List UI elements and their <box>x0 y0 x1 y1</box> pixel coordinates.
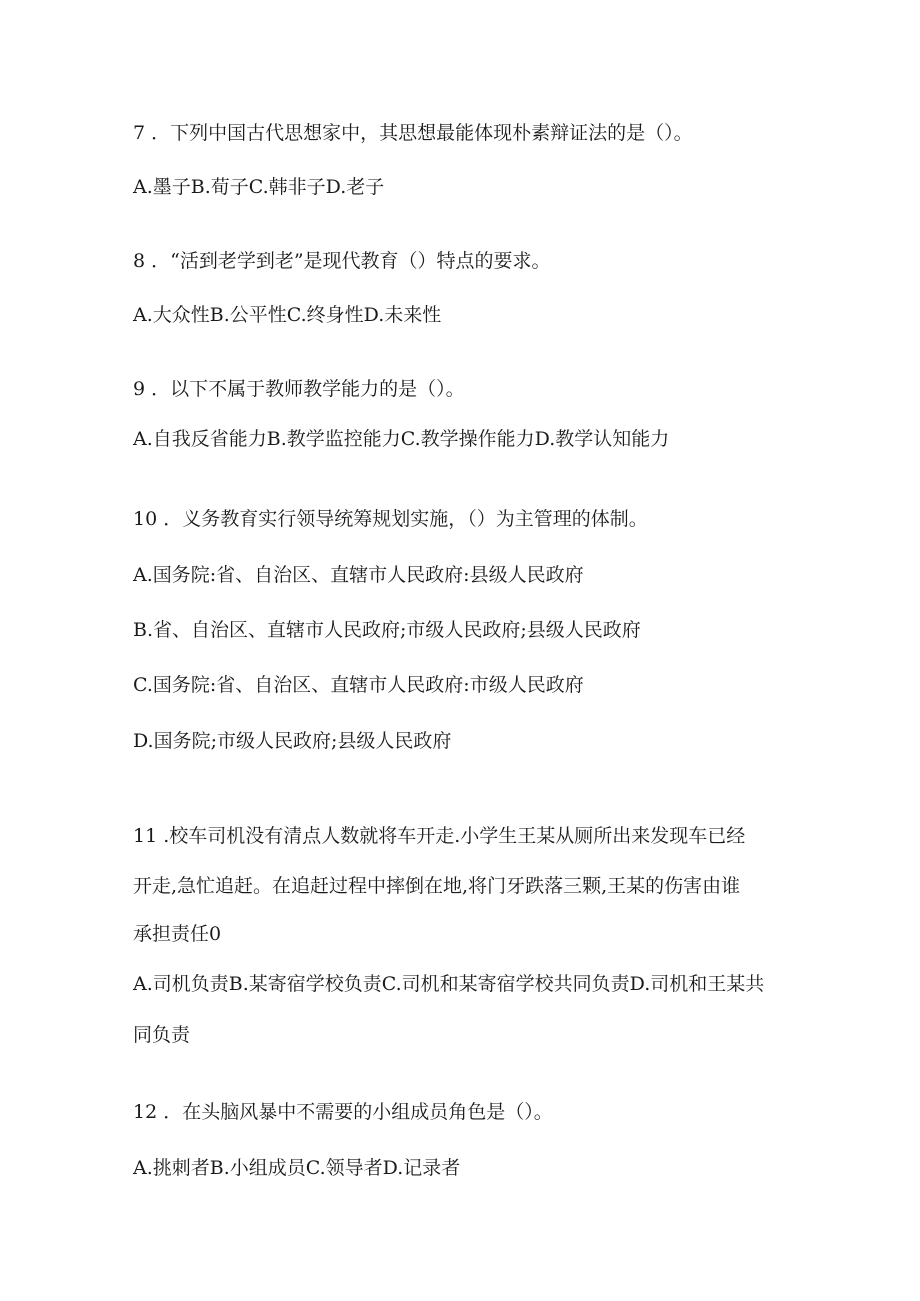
question-10-option-c: C.国务院:省、自治区、直辖市人民政府:市级人民政府 <box>133 674 584 696</box>
question-12-options: A.挑刺者B.小组成员C.领导者D.记录者 <box>133 1157 461 1179</box>
question-9-stem: 9 ．以下不属于教师教学能力的是（）。 <box>133 378 465 400</box>
question-11-options-line-2: 同负责 <box>133 1024 191 1046</box>
question-8-stem: 8 ．“活到老学到老”是现代教育（）特点的要求。 <box>133 250 551 272</box>
question-11-stem-line-2: 开走,急忙追赶。在追赶过程中摔倒在地,将门牙跌落三颗,王某的伤害由谁 <box>133 875 741 897</box>
question-10-option-a: A.国务院:省、自治区、直辖市人民政府:县级人民政府 <box>133 564 584 586</box>
question-11-stem-line-3: 承担责任0 <box>133 923 222 945</box>
question-10-option-d: D.国务院;市级人民政府;县级人民政府 <box>133 730 452 752</box>
question-7-options: A.墨子B.荀子C.韩非子D.老子 <box>133 176 385 198</box>
question-8-options: A.大众性B.公平性C.终身性D.未来性 <box>133 304 442 326</box>
question-9-options: A.自我反省能力B.教学监控能力C.教学操作能力D.教学认知能力 <box>133 428 670 450</box>
question-11-options-line-1: A.司机负责B.某寄宿学校负责C.司机和某寄宿学校共同负责D.司机和王某共 <box>133 973 765 995</box>
question-10-stem: 10 ．义务教育实行领导统筹规划实施，（）为主管理的体制。 <box>133 508 648 530</box>
question-11-stem-line-1: 11 .校车司机没有清点人数就将车开走.小学生王某从厕所出来发现车已经 <box>133 825 746 847</box>
question-12-stem: 12 ．在头脑风暴中不需要的小组成员角色是（）。 <box>133 1101 553 1123</box>
question-7-stem: 7 ．下列中国古代思想家中，其思想最能体现朴素辩证法的是（）。 <box>133 122 693 144</box>
question-10-option-b: B.省、自治区、直辖市人民政府;市级人民政府;县级人民政府 <box>133 619 641 641</box>
